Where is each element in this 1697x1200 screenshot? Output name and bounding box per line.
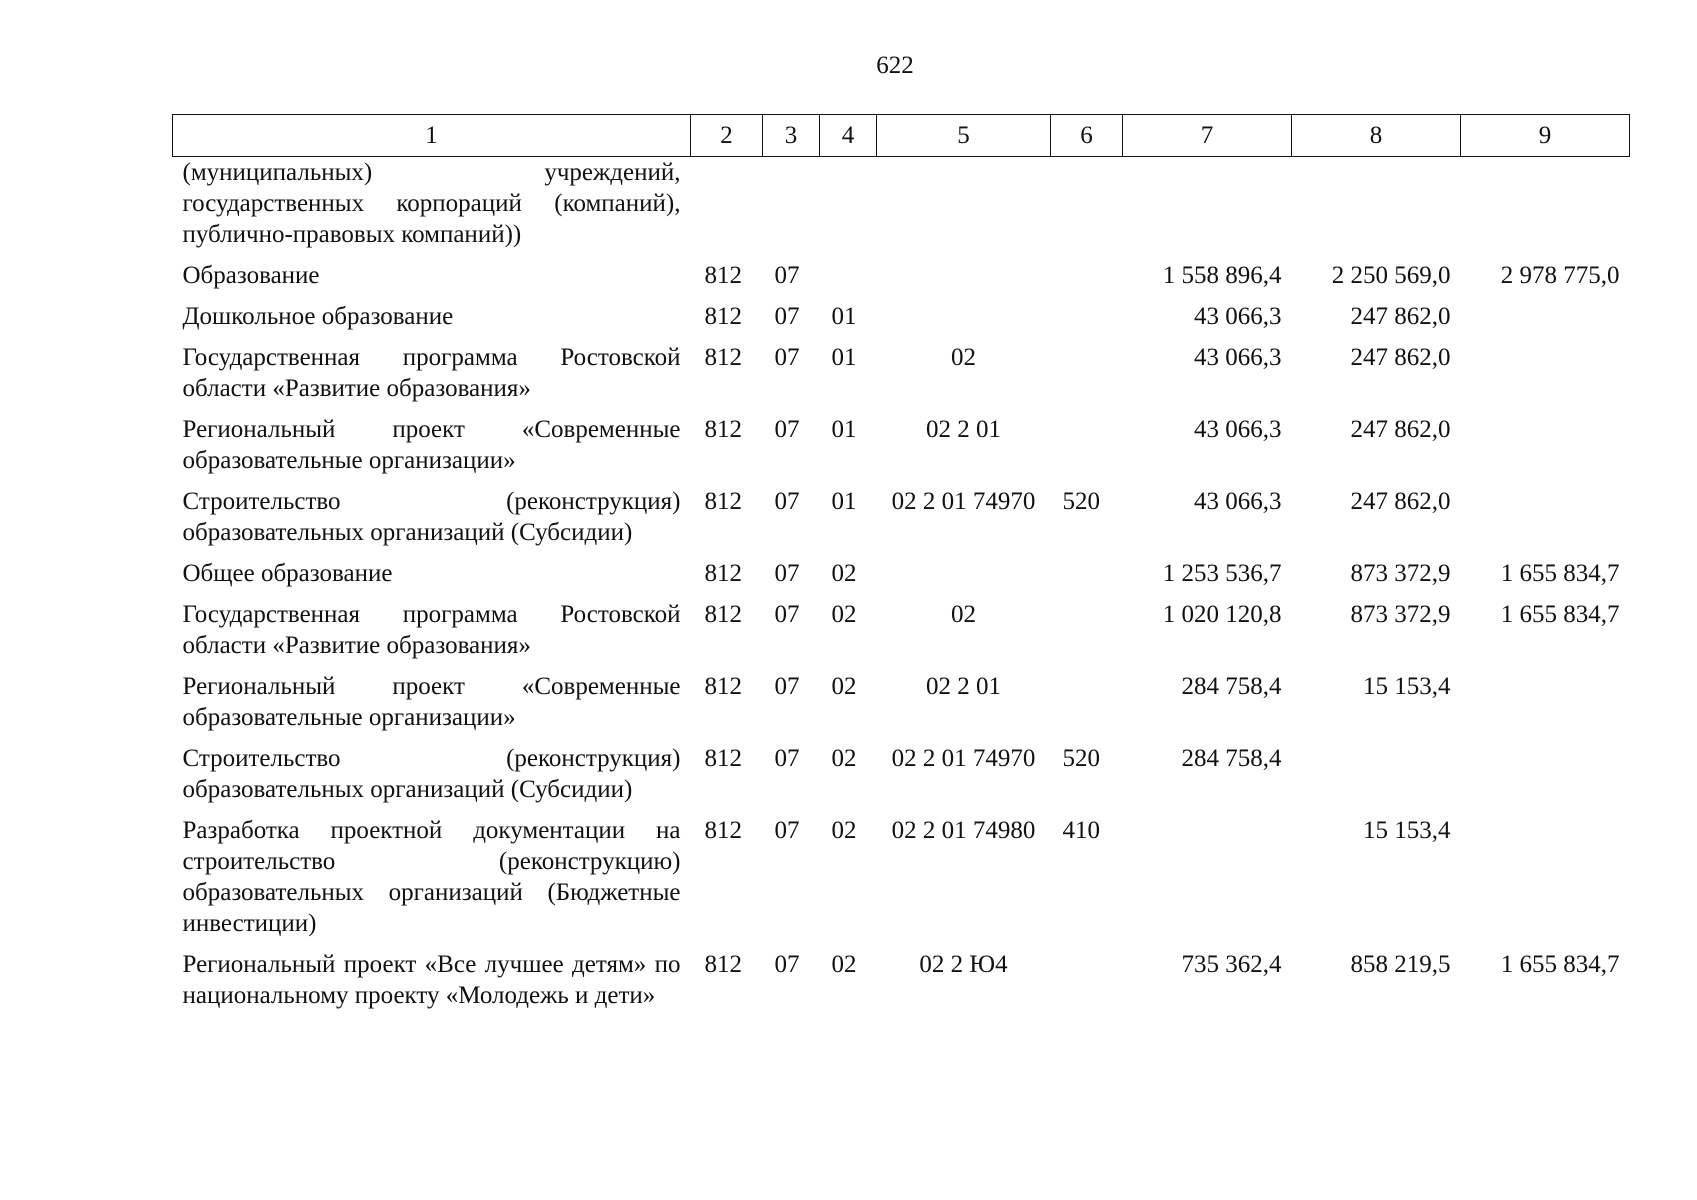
amount-col7-cell <box>1123 811 1292 945</box>
amount-col9-cell <box>1461 157 1630 257</box>
amount-col7-cell: 284 758,4 <box>1181 673 1282 700</box>
amount-col7-cell: 43 066,3 <box>1194 416 1282 443</box>
ministry-code-cell: 812 <box>704 416 742 443</box>
target-article-cell: 02 <box>951 601 976 628</box>
target-article-cell: 02 2 Ю4 <box>919 951 1008 978</box>
row-name-cell: Государственная программа Ростовской области «Развитие образования» <box>182 344 681 402</box>
ministry-code-cell: 812 <box>704 673 742 700</box>
expense-type-cell <box>1051 297 1123 338</box>
amount-col9-cell <box>1461 297 1630 338</box>
target-article-cell: 02 2 01 74970 <box>891 488 1036 515</box>
amount-col9-cell <box>1461 811 1630 945</box>
subsection-code-cell: 02 <box>831 601 857 628</box>
ministry-code-cell <box>691 157 763 257</box>
column-header-2: 2 <box>691 115 763 157</box>
subsection-code-cell <box>820 157 877 257</box>
target-article-cell: 02 2 01 74970 <box>891 745 1036 772</box>
amount-col9-cell: 1 655 834,7 <box>1500 560 1620 587</box>
row-name-cell: Дошкольное образование <box>182 303 454 330</box>
subsection-code-cell: 01 <box>831 303 857 330</box>
section-code-cell: 07 <box>774 673 800 700</box>
row-name-cell: (муниципальных) учреждений, государственных корпораций (компаний), публично-правовых компаний)) <box>182 159 681 248</box>
row-name-cell: Региональный проект «Современные образовательные организации» <box>182 673 681 731</box>
target-article-cell <box>877 157 1051 257</box>
table-row <box>173 595 1630 667</box>
ministry-code-cell: 812 <box>704 488 742 515</box>
target-article-cell: 02 2 01 <box>926 673 1001 700</box>
table-row <box>173 667 1630 739</box>
subsection-code-cell: 02 <box>831 560 857 587</box>
section-code-cell <box>763 157 820 257</box>
row-name-cell: Государственная программа Ростовской области «Развитие образования» <box>182 601 681 659</box>
column-header-9: 9 <box>1461 115 1630 157</box>
expense-type-cell <box>1051 338 1123 410</box>
target-article-cell: 02 2 01 74980 <box>891 817 1036 844</box>
amount-col8-cell <box>1292 739 1461 811</box>
table-row <box>173 297 1630 338</box>
subsection-code-cell: 02 <box>831 951 857 978</box>
table-row <box>173 739 1630 811</box>
amount-col7-cell: 1 558 896,4 <box>1162 262 1282 289</box>
amount-col8-cell <box>1292 157 1461 257</box>
amount-col8-cell: 247 862,0 <box>1350 488 1451 515</box>
table-row <box>173 554 1630 595</box>
expense-type-cell <box>1051 667 1123 739</box>
section-code-cell: 07 <box>774 303 800 330</box>
expense-type-cell <box>1051 945 1123 1017</box>
amount-col7-cell: 735 362,4 <box>1181 951 1282 978</box>
expense-type-cell <box>1051 410 1123 482</box>
table-row <box>173 157 1630 257</box>
amount-col8-cell: 858 219,5 <box>1350 951 1451 978</box>
expense-type-cell <box>1051 595 1123 667</box>
section-code-cell: 07 <box>774 344 800 371</box>
ministry-code-cell: 812 <box>704 817 742 844</box>
table-row <box>173 945 1630 1017</box>
expense-type-cell <box>1051 554 1123 595</box>
target-article-cell: 02 <box>951 344 976 371</box>
table-row <box>173 811 1630 945</box>
row-name-cell: Строительство (реконструкция) образовательных организаций (Субсидии) <box>182 488 681 546</box>
section-code-cell: 07 <box>774 817 800 844</box>
section-code-cell: 07 <box>774 745 800 772</box>
amount-col7-cell <box>1123 157 1292 257</box>
ministry-code-cell: 812 <box>704 601 742 628</box>
amount-col7-cell: 43 066,3 <box>1194 303 1282 330</box>
section-code-cell: 07 <box>774 488 800 515</box>
table-body <box>173 157 1630 1018</box>
expense-type-cell: 520 <box>1062 745 1100 772</box>
expense-type-cell: 520 <box>1062 488 1100 515</box>
section-code-cell: 07 <box>774 416 800 443</box>
target-article-cell <box>877 297 1051 338</box>
amount-col8-cell: 247 862,0 <box>1350 303 1451 330</box>
amount-col9-cell: 2 978 775,0 <box>1500 262 1620 289</box>
section-code-cell: 07 <box>774 601 800 628</box>
amount-col8-cell: 247 862,0 <box>1350 416 1451 443</box>
ministry-code-cell: 812 <box>704 262 742 289</box>
column-header-8: 8 <box>1292 115 1461 157</box>
amount-col8-cell: 15 153,4 <box>1363 673 1451 700</box>
section-code-cell: 07 <box>774 951 800 978</box>
target-article-cell <box>877 554 1051 595</box>
table-row <box>173 256 1630 297</box>
amount-col9-cell <box>1461 410 1630 482</box>
subsection-code-cell: 02 <box>831 673 857 700</box>
ministry-code-cell: 812 <box>704 303 742 330</box>
subsection-code-cell <box>820 256 877 297</box>
ministry-code-cell: 812 <box>704 344 742 371</box>
amount-col7-cell: 284 758,4 <box>1181 745 1282 772</box>
table-row <box>173 410 1630 482</box>
amount-col9-cell <box>1461 739 1630 811</box>
amount-col9-cell: 1 655 834,7 <box>1500 951 1620 978</box>
table-row <box>173 338 1630 410</box>
amount-col7-cell: 43 066,3 <box>1194 344 1282 371</box>
amount-col8-cell: 2 250 569,0 <box>1331 262 1451 289</box>
amount-col7-cell: 1 253 536,7 <box>1162 560 1282 587</box>
amount-col9-cell: 1 655 834,7 <box>1500 601 1620 628</box>
subsection-code-cell: 01 <box>831 344 857 371</box>
subsection-code-cell: 01 <box>831 416 857 443</box>
amount-col8-cell: 247 862,0 <box>1350 344 1451 371</box>
row-name-cell: Разработка проектной документации на строительство (реконструкцию) образовательных организаций (Бюджетные инвестиции) <box>182 817 681 937</box>
column-header-4: 4 <box>820 115 877 157</box>
amount-col8-cell: 873 372,9 <box>1350 601 1451 628</box>
subsection-code-cell: 02 <box>831 817 857 844</box>
column-header-6: 6 <box>1051 115 1123 157</box>
amount-col9-cell <box>1461 667 1630 739</box>
row-name-cell: Строительство (реконструкция) образовательных организаций (Субсидии) <box>182 745 681 803</box>
column-header-1: 1 <box>173 115 691 157</box>
amount-col7-cell: 1 020 120,8 <box>1162 601 1282 628</box>
amount-col9-cell <box>1461 338 1630 410</box>
target-article-cell: 02 2 01 <box>926 416 1001 443</box>
page-number: 622 <box>876 52 914 79</box>
subsection-code-cell: 02 <box>831 745 857 772</box>
subsection-code-cell: 01 <box>831 488 857 515</box>
section-code-cell: 07 <box>774 560 800 587</box>
row-name-cell: Региональный проект «Все лучшее детям» по национальному проекту «Молодежь и дети» <box>182 951 681 1009</box>
row-name-cell: Региональный проект «Современные образовательные организации» <box>182 416 681 474</box>
expense-type-cell <box>1051 157 1123 257</box>
expense-type-cell: 410 <box>1062 817 1100 844</box>
column-header-7: 7 <box>1123 115 1292 157</box>
ministry-code-cell: 812 <box>704 951 742 978</box>
budget-table <box>172 114 1630 1017</box>
expense-type-cell <box>1051 256 1123 297</box>
header-row <box>173 115 1630 157</box>
row-name-cell: Образование <box>182 262 320 289</box>
table-header <box>173 115 1630 157</box>
amount-col8-cell: 15 153,4 <box>1363 817 1451 844</box>
ministry-code-cell: 812 <box>704 745 742 772</box>
target-article-cell <box>877 256 1051 297</box>
row-name-cell: Общее образование <box>182 560 393 587</box>
table-row <box>173 482 1630 554</box>
amount-col7-cell: 43 066,3 <box>1194 488 1282 515</box>
column-header-5: 5 <box>877 115 1051 157</box>
amount-col9-cell <box>1461 482 1630 554</box>
section-code-cell: 07 <box>774 262 800 289</box>
column-header-3: 3 <box>763 115 820 157</box>
ministry-code-cell: 812 <box>704 560 742 587</box>
amount-col8-cell: 873 372,9 <box>1350 560 1451 587</box>
